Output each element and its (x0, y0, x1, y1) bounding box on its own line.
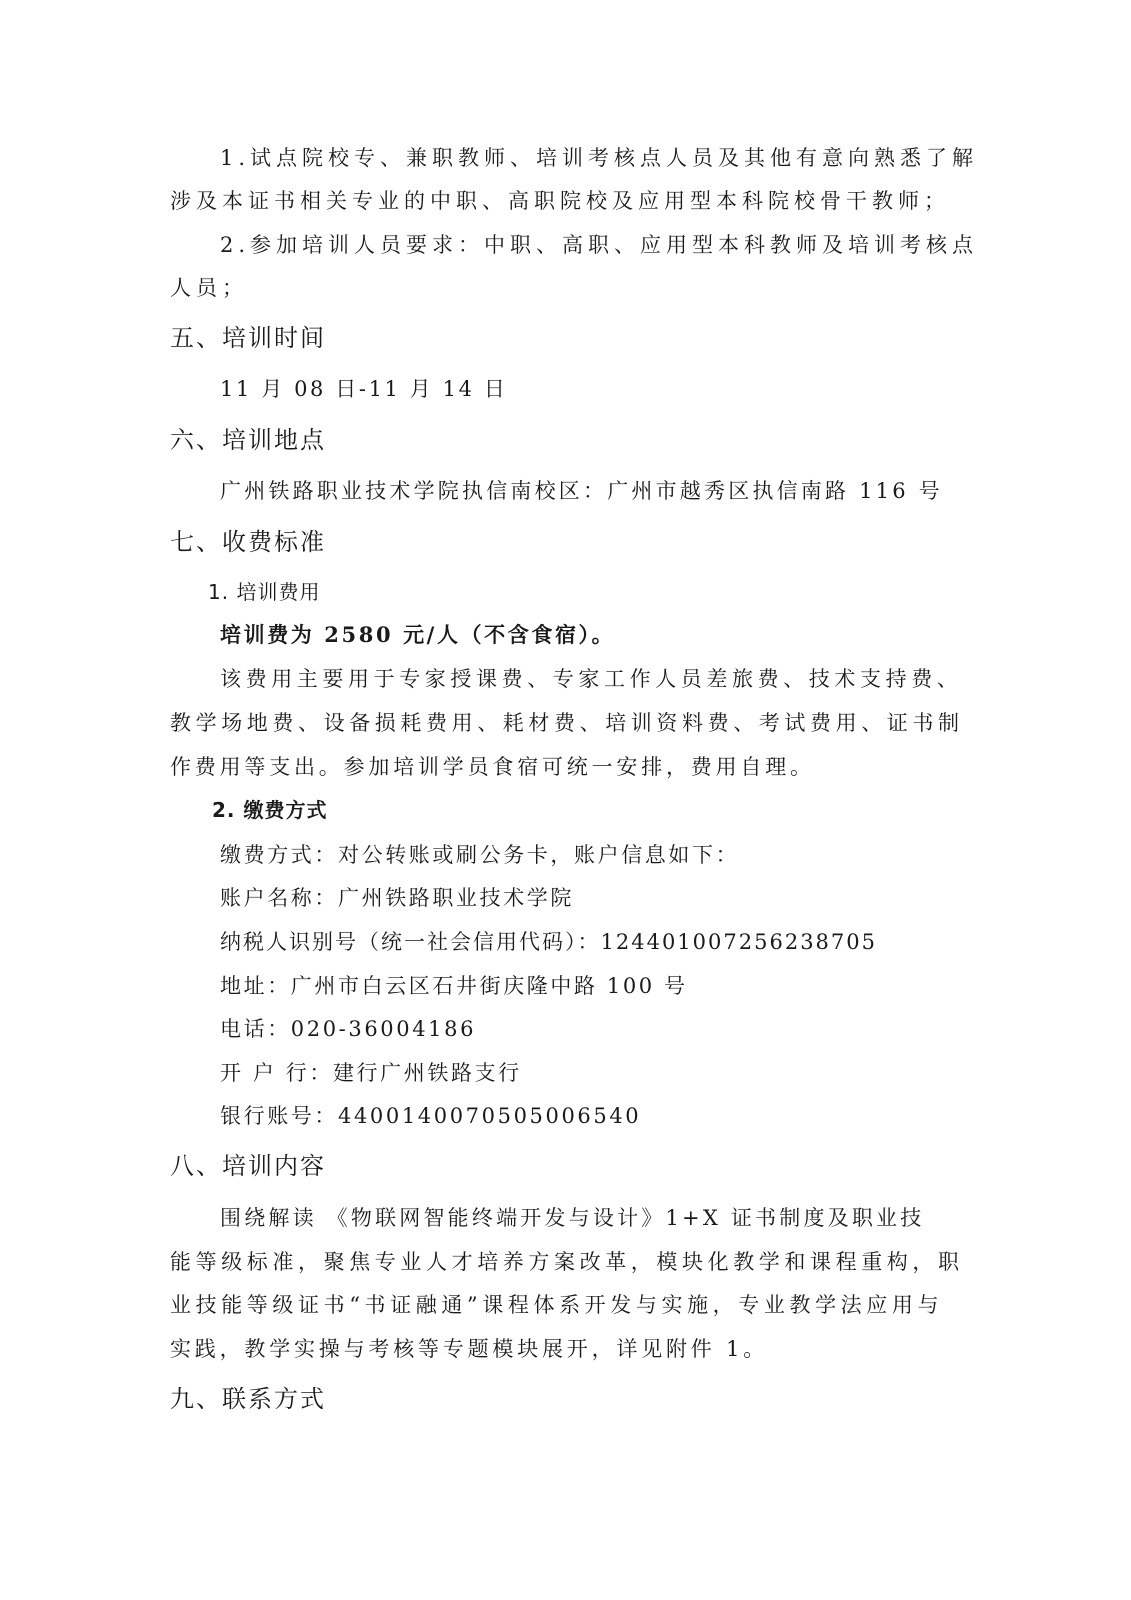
section-heading: 六、培训地点 (170, 426, 326, 454)
paragraph-line: 作费用等支出。参加培训学员食宿可统一安排，费用自理。 (170, 755, 815, 779)
section-heading: 五、培训时间 (170, 324, 326, 352)
paragraph-line: 人员； (170, 276, 248, 300)
section-heading: 八、培训内容 (170, 1152, 326, 1180)
paragraph-line: 1.试点院校专、兼职教师、培训考核点人员及其他有意向熟悉了解 (220, 146, 979, 170)
account-number: 银行账号：44001400705050065​40 (220, 1104, 642, 1128)
paragraph-line: 能等级标准，聚焦专业人才培养方案改革，模块化教学和课程重构，职 (170, 1250, 964, 1274)
tax-id: 纳税人识别号（统一社会信用代码）：12440100725623870​5 (220, 930, 877, 954)
bank: 开 户 行：建行广州铁路支行 (220, 1061, 522, 1085)
paragraph-line: 2.参加培训人员要求：中职、高职、应用型本科教师及培训考核点 (220, 233, 979, 257)
address: 地址：广州市白云区石井街庆隆中路 100 号 (220, 974, 688, 998)
subsection-heading: 1. 培训费用 (208, 580, 321, 604)
paragraph-line: 教学场地费、设备损耗费用、耗材费、培训资料费、考试费用、证书制 (170, 711, 964, 735)
section-heading: 七、收费标准 (170, 528, 326, 556)
paragraph-line: 实践，教学实操与考核等专题模块展开，详见附件 1。 (170, 1337, 769, 1361)
training-time: 11 月 08 日-11 月 14 日 (220, 377, 508, 401)
paragraph-line: 业技能等级证书“书证融通”课程体系开发与实施，专业教学法应用与 (170, 1293, 944, 1317)
section-heading: 九、联系方式 (170, 1385, 326, 1413)
paragraph-line: 该费用主要用于专家授课费、专家工作人员差旅费、技术支持费、 (220, 667, 963, 691)
paragraph-line: 涉及本证书相关专业的中职、高职院校及应用型本科院校骨干教师； (170, 189, 950, 213)
paragraph-line: 围绕解读 《物联网智能终端开发与设计》1+X 证书制度及职业技 (220, 1206, 925, 1230)
training-fee: 培训费为 2580 元/人（不含食宿）。 (220, 622, 616, 647)
training-location: 广州铁路职业技术学院执信南校区：广州市越秀区执信南路 116 号 (220, 479, 943, 503)
subsection-heading: 2. 缴费方式 (212, 798, 328, 822)
phone: 电话：020-36004186 (220, 1017, 477, 1041)
payment-method: 缴费方式：对公转账或刷公务卡，账户信息如下： (220, 843, 740, 867)
account-name: 账户名称：广州铁路职业技术学院 (220, 886, 574, 910)
